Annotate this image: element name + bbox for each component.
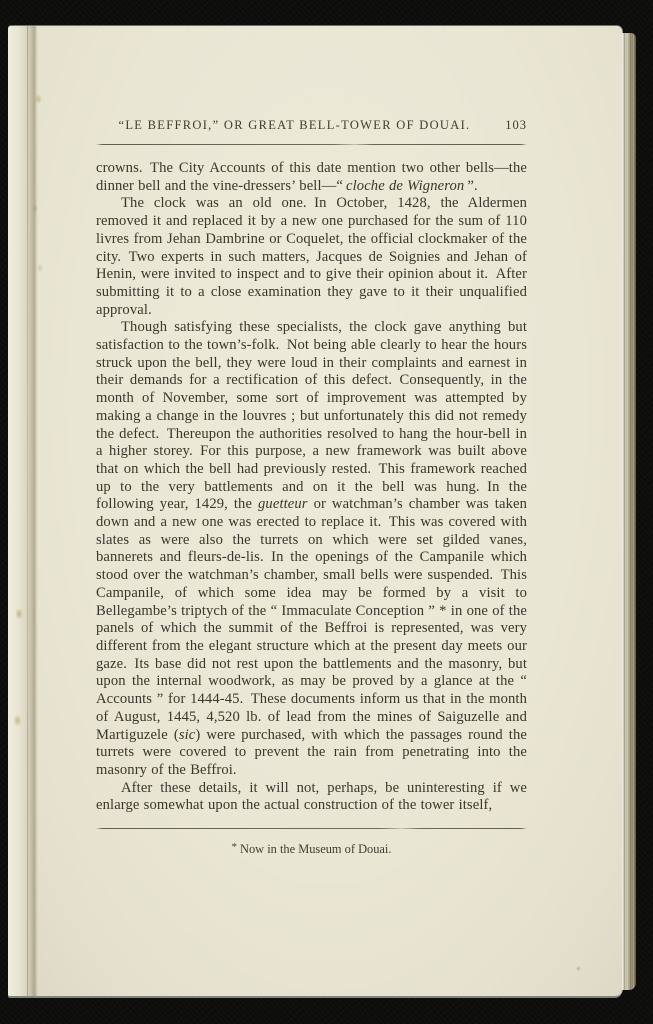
page-content [96, 118, 527, 857]
footnote-marker: * [231, 841, 238, 854]
page-stain [37, 264, 43, 272]
paragraph [96, 780, 527, 815]
paragraph [96, 319, 527, 779]
text-run: crowns. The City Accounts of this date mention two other bells—the dinner bell and the vine-dressers’ bell—“ [96, 160, 527, 194]
text-run: The clock was an old one. In October, 1428, the Aldermen removed it and replaced it by a new one purchased for the sum of 110 livres from Jehan Dambrine or Coquelet, the official clockmaker of the city. Two experts in such matters, Jacques de Soignies and Jehan of Henin, were invited to inspect and to give their opinion about it. After submitting it to a close examination they gave to it their unqualified approval. [96, 195, 527, 318]
italic-text-run: guetteur [258, 496, 308, 513]
text-run: After these details, it will not, perhaps, be uninteresting if we enlarge somewhat upon the actual construction of the tower itself, [96, 779, 527, 814]
paragraph [96, 195, 527, 319]
italic-text-run: sic [178, 726, 196, 743]
text-run: ) were purchased, with which the passages round the turrets were covered to prevent the rain from penetrating into the masonry of the Beffroi. [96, 726, 527, 778]
running-header [96, 118, 527, 133]
page-number: 103 [505, 118, 527, 132]
header-title: “LE BEFFROI,” OR GREAT BELL-TOWER OF DOUAI. [118, 118, 471, 132]
body-text [96, 160, 527, 815]
page-stain [35, 94, 42, 104]
page-left-edge [8, 26, 38, 996]
page-stain [32, 204, 38, 213]
footnote-rule [96, 828, 527, 829]
text-run: or watchman’s chamber was taken down and a new one was erected to replace it. This was covered with slates as were also the turrets on which were set gilded vanes, bannerets and fleurs-de-lis. In the openings of the Campanile which stood over the watchman’s chamber, small bells were suspended. This Campanile, of which some idea may be formed by a visit to Bellegambe’s triptych of the “ Immaculate Conception ” * in one of the panels of which the summit of the Beffroi is represented, was very different from the elegant structure which at the present day meets our gaze. Its base did not rest upon the battlements and the masonry, but upon the internal woodwork, as may be proved by a glance at the “ Accounts ” for 1444-45. These documents inform us that in the month of August, 1445, 4,520 lb. of lead from the mines of Saiguzelle and Martiguzele ( [96, 496, 527, 743]
page-crease [27, 26, 28, 996]
page-stain [15, 608, 23, 620]
text-run: Though satisfying these specialists, the clock gave anything but satisfaction to the town’s-folk. Not being able clearly to hear the hours struck upon the bell, they were loud in their complaints and earnest in their demands for a rectification of this defect. Consequently, in the month of November, some sort of improvement was attempted by making a change in the louvres ; but unfortunately this did not remedy the defect. Thereupon the authorities resolved to hang the hour-bell in a higher storey. For this purpose, a new framework was built above that on which the bell had previously rested. This framework reached up to the very battlements and on it the bell was hung. In the following year, 1429, the [96, 319, 527, 513]
page-stain [576, 966, 581, 971]
header-rule [96, 144, 527, 145]
paragraph [96, 160, 527, 195]
text-run: ”. [464, 177, 478, 194]
italic-text-run: cloche de Wigneron [346, 177, 465, 194]
page-edge-stack [621, 33, 636, 990]
book-page [8, 26, 622, 996]
footnote [96, 841, 527, 857]
footnote-text: Now in the Museum of Douai. [240, 842, 392, 857]
page-stain [13, 714, 22, 727]
